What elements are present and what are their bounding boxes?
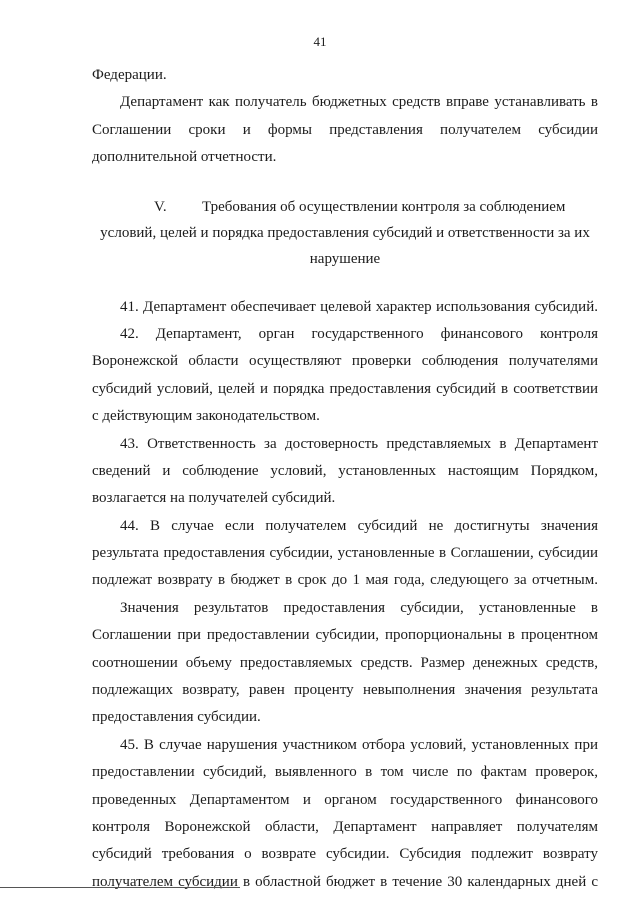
text-line: сведений и соблюдение условий, установленных настоящим Порядком, xyxy=(92,462,598,479)
paragraph-42 xyxy=(92,321,598,431)
paragraph-45 xyxy=(92,732,598,896)
paragraph-41 xyxy=(92,294,598,321)
section-title-line: условий, целей и порядка предоставления субсидий и ответственности за их xyxy=(100,224,590,241)
text-line: 42. Департамент, орган государственного финансового контроля xyxy=(120,325,598,342)
section-number: V. xyxy=(154,198,167,215)
text-line: контроля Воронежской области, Департамент направляет получателям xyxy=(92,818,598,835)
text-line: получателем субсидии в областной бюджет в течение 30 календарных дней с xyxy=(92,873,598,890)
text-line: подлежащих возврату, равен проценту невыполнения значения результата xyxy=(92,682,598,699)
text-line: 45. В случае нарушения участником отбора условий, установленных при xyxy=(120,736,598,753)
section-heading xyxy=(92,194,598,272)
text-line: соотношении объему предоставляемых средств. Размер денежных средств, xyxy=(92,654,598,671)
text-line: предоставлении субсидий, выявленного в том числе по фактам проверок, xyxy=(92,764,598,781)
text-line: дополнительной отчетности. xyxy=(92,149,277,166)
section-title-line xyxy=(92,194,598,220)
intro-paragraph xyxy=(92,62,598,172)
text-line: проведенных Департаментом и органом государственного финансового xyxy=(92,791,598,808)
text-line: 43. Ответственность за достоверность представляемых в Департамент xyxy=(120,435,598,452)
section-title-text: Требования об осуществлении контроля за соблюдением xyxy=(202,198,566,215)
text-line: Соглашении при предоставлении субсидии, пропорциональны в процентном xyxy=(92,627,598,644)
text-line: результата предоставления субсидии, установленные в Соглашении, субсидии xyxy=(92,545,598,562)
text-line: Воронежской области осуществляют проверки соблюдения получателями xyxy=(92,353,598,370)
text-line: возлагается на получателей субсидий. xyxy=(92,490,336,507)
text-line: Соглашении сроки и формы представления получателем субсидии xyxy=(92,121,598,138)
paragraph-44-values xyxy=(92,595,598,732)
section-title-line: нарушение xyxy=(309,250,381,267)
text-line: 44. В случае если получателем субсидий не достигнуты значения xyxy=(120,517,598,534)
paragraph-44 xyxy=(92,513,598,595)
text-line: Значения результатов предоставления субсидии, установленные в xyxy=(120,599,598,616)
text-line: подлежат возврату в бюджет в срок до 1 мая года, следующего за отчетным. xyxy=(92,572,598,589)
text-line: Департамент как получатель бюджетных средств вправе устанавливать в xyxy=(120,94,598,111)
document-body xyxy=(92,62,598,896)
text-line: Федерации. xyxy=(92,67,167,83)
page-number: 41 xyxy=(313,34,327,49)
paragraph-43 xyxy=(92,431,598,513)
text-line: субсидий требования о возврате субсидии. Субсидия подлежит возврату xyxy=(92,846,598,863)
text-line: с действующим законодательством. xyxy=(92,408,320,425)
footer-rule xyxy=(0,887,240,888)
text-line: предоставления субсидии. xyxy=(92,709,261,726)
text-line: субсидий условий, целей и порядка предоставления субсидий в соответствии xyxy=(92,380,598,397)
text-line: 41. Департамент обеспечивает целевой характер использования субсидий. xyxy=(120,298,598,315)
